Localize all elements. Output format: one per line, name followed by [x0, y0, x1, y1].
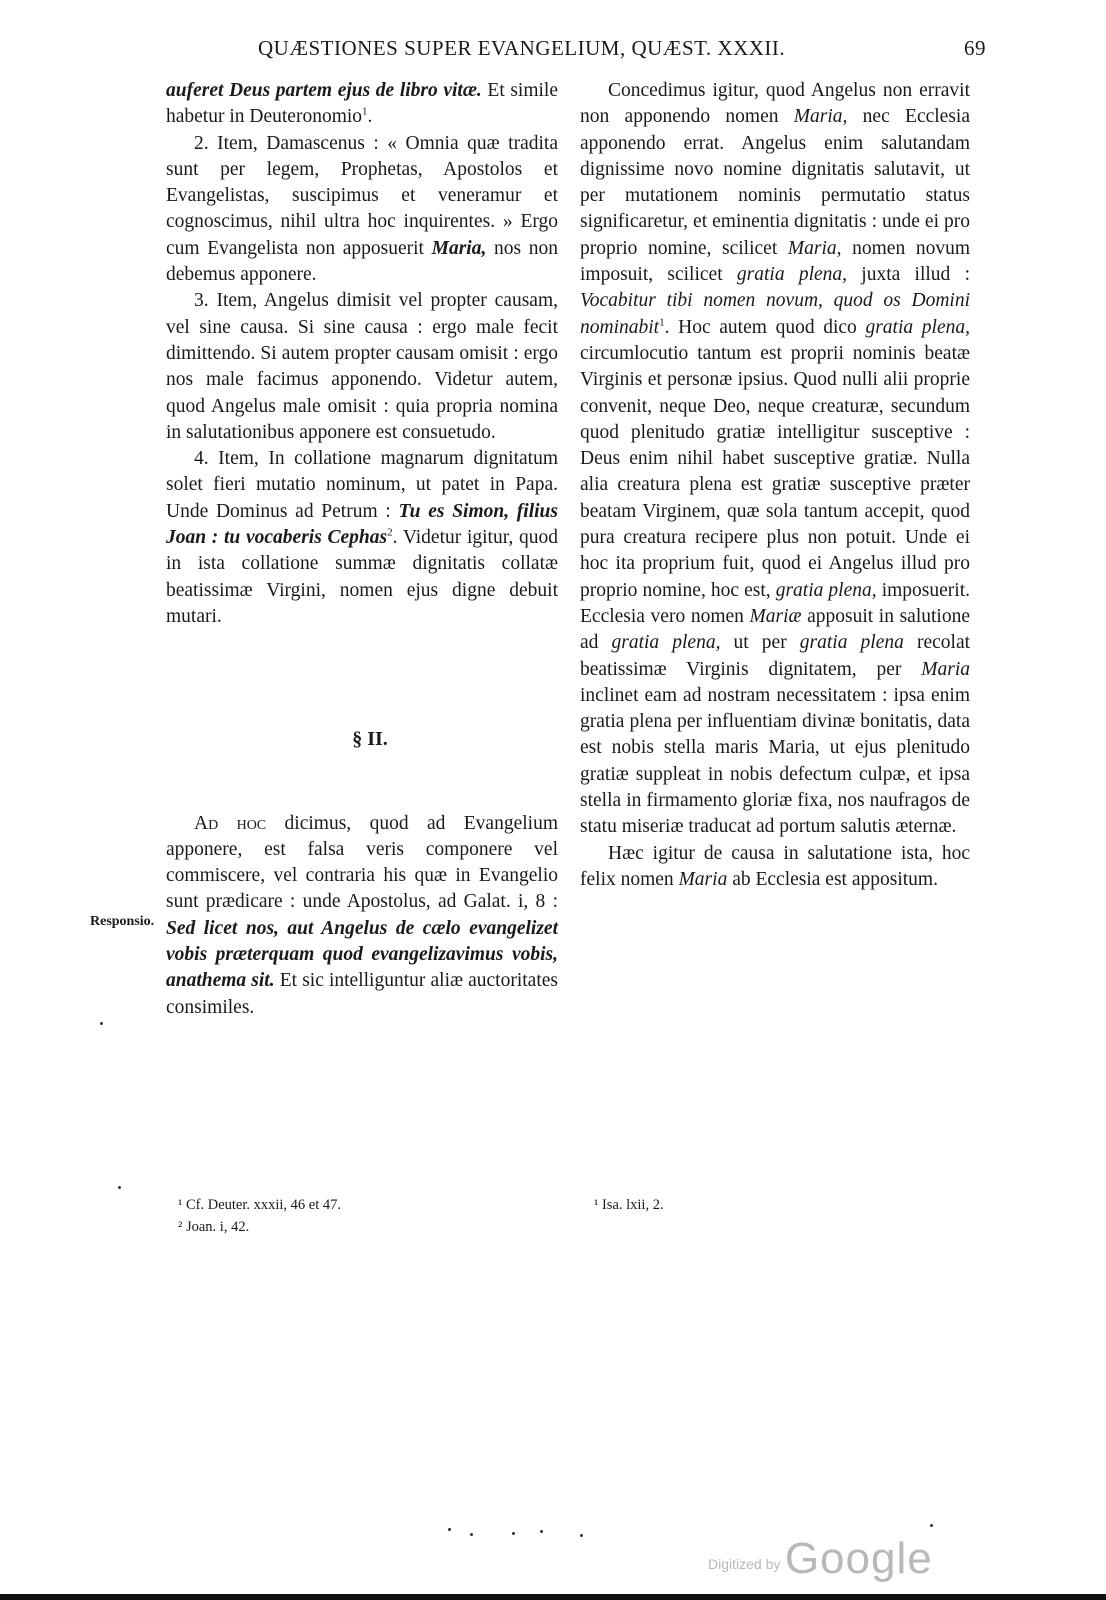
scan-speck [118, 1186, 121, 1189]
text-run: juxta illud : [847, 264, 970, 286]
footnote-1: ¹ Isa. lxii, 2. [594, 1197, 664, 1213]
scan-speck [448, 1528, 451, 1531]
text-run: recolat beatissimæ Virginis dignitatem, per [580, 632, 971, 680]
scan-speck [580, 1534, 583, 1537]
right-column [580, 78, 970, 893]
italic-term: Maria, [787, 237, 842, 259]
text-run: . Hoc autem quod dico [664, 316, 866, 338]
footnote-1: ¹ Cf. Deuter. xxxii, 46 et 47. [178, 1197, 342, 1213]
left-paragraph-4 [166, 446, 558, 630]
scan-speck [930, 1524, 933, 1527]
section-heading: § II. [352, 728, 388, 751]
footnotes-right [594, 1194, 664, 1216]
italic-term: Mariæ [749, 605, 802, 627]
text-run: apposuit in salutione ad [580, 605, 970, 654]
text-run: . [367, 106, 373, 128]
text-run: imposuerit. Ecclesia vero nomen [580, 579, 970, 627]
scripture-quote: Vocabitur tibi nomen novum, quod os Domini nominabit [580, 290, 970, 338]
text-run: nomen novum imposuit, scilicet [580, 237, 970, 286]
footnote-ref: 2 [387, 526, 393, 539]
text-run: dicimus, quod ad Evangelium apponere, est falsa veris componere vel commiscere, vel contraria his quæ in Evangelio sunt prædicare : unde Apostolus, ad Galat. i, 8 : [166, 812, 558, 913]
text-run: . Videtur igitur, quod in ista collatione summæ dignitatis collatæ beatissimæ Virgini, nomen ejus digne debuit mutari. [166, 527, 558, 627]
page-number: 69 [964, 36, 986, 60]
watermark-logo-text: Google [784, 1534, 933, 1583]
scripture-quote: Tu es Simon, filius Joan : tu vocaberis Cephas [166, 500, 558, 549]
google-watermark [708, 1534, 933, 1584]
margin-note-responsio: Responsio. [90, 914, 155, 929]
italic-term: Maria [921, 658, 970, 680]
left-paragraph-5 [166, 811, 558, 1021]
scan-speck [512, 1532, 515, 1535]
text-run: 4. Item, In collatione magnarum dignitatum solet fieri mutatio nominum, ut patet in Papa. Unde Dominus ad Petrum : [166, 448, 558, 522]
italic-term: gratia plena [799, 632, 904, 654]
italic-term: gratia plena, [865, 316, 970, 338]
page-header [258, 36, 986, 70]
scan-speck [470, 1533, 473, 1536]
italic-term: Maria, [431, 237, 487, 259]
right-paragraph-2 [580, 841, 970, 894]
right-paragraph-1 [580, 78, 970, 841]
text-run: nos non debemus apponere. [166, 237, 558, 286]
running-title: QUÆSTIONES SUPER EVANGELIUM, QUÆST. XXXII. [258, 36, 786, 60]
left-paragraph-3: 3. Item, Angelus dimisit vel propter causam, vel sine causa. Si sine causa : ergo male fecit dimittendo. Si autem propter causam omisit : ergo nos male facimus apponendo. Videtur autem, quod Angelus male omisit : quia propria nomina in salutationibus apponere est consuetudo. [166, 290, 558, 443]
text-run: ut per [720, 632, 800, 654]
watermark-small-text: Digitized by [708, 1556, 781, 1572]
scan-speck [540, 1530, 543, 1533]
scripture-quote: auferet Deus partem ejus de libro vitæ. [166, 80, 482, 101]
text-run: Concedimus igitur, quod Angelus non erravit non apponendo nomen [580, 80, 970, 128]
italic-term: gratia plena, [611, 632, 721, 654]
text-run: Et simile habetur in Deuteronomio [166, 80, 558, 128]
scan-speck [100, 1022, 103, 1025]
scripture-quote: Sed licet nos, aut Angelus de cælo evangelizet vobis præterquam quod evangelizavimus vobis, anathema sit. [166, 917, 558, 992]
text-run: 2. Item, Damascenus : « Omnia quæ tradita sunt per legem, Prophetas, Apostolos et Evangelistas, suscipimus et veneramur et cognoscimus, nihil ultra hoc inquirentes. » Ergo cum Evangelista non apposuerit [166, 132, 558, 259]
footnote-2: ² Joan. i, 42. [178, 1219, 250, 1235]
scan-edge-bar [0, 1594, 1106, 1600]
footnote-ref: 1 [659, 316, 665, 329]
text-run: circumlocutio tantum est proprii nominis beatæ Virginis et personæ ipsius. Quod nulli alii proprie convenit, neque Deo, neque creaturæ, secundum quod plenitudo gratiæ intelligitur susceptive : Deus enim nihil habet susceptive gratiæ. Nulla alia creatura plena est gratiæ susceptive præter beatam Virginem, quæ sola tantum accepit, quod pura creatura recipere plus non potuit. Unde ei hoc ita proprium fuit, quod ei Angelus illud pro proprio nomine, hoc est, [580, 342, 970, 601]
italic-term: Maria [678, 868, 728, 890]
smallcaps-opening: Ad hoc [194, 812, 267, 834]
italic-term: Maria, [793, 106, 848, 128]
italic-term: gratia plena, [775, 579, 877, 601]
left-column [166, 78, 558, 1021]
italic-term: gratia plena, [736, 264, 848, 286]
left-paragraph-1 [166, 78, 558, 131]
text-run: inclinet eam ad nostram necessitatem : ipsa enim gratia plena per influentiam divinæ bonitatis, data est nobis stella maris Maria, ut ejus plenitudo gratiæ suppleat in nobis defectum culpæ, et ipsa stella in firmamento gloriæ fixa, nos naufragos de statu miseriæ traducat ad portum salutis æternæ. [580, 684, 970, 838]
footnotes-left [178, 1194, 341, 1238]
left-paragraph-2 [166, 131, 558, 289]
text-run: Hæc igitur de causa in salutatione ista, hoc felix nomen [580, 842, 970, 890]
text-run: nec Ecclesia apponendo errat. Angelus enim salutandam dignissime novo nomine dignitatis salutavit, ut per mutationem nominis permutatio status significaretur, et eminentia dignitatis : unde ei pro proprio nomine, scilicet [580, 106, 970, 259]
text-run: Et sic intelliguntur aliæ auctoritates consimiles. [166, 970, 558, 1018]
text-run: ab Ecclesia est appositum. [727, 868, 938, 890]
footnote-ref: 1 [362, 105, 368, 118]
